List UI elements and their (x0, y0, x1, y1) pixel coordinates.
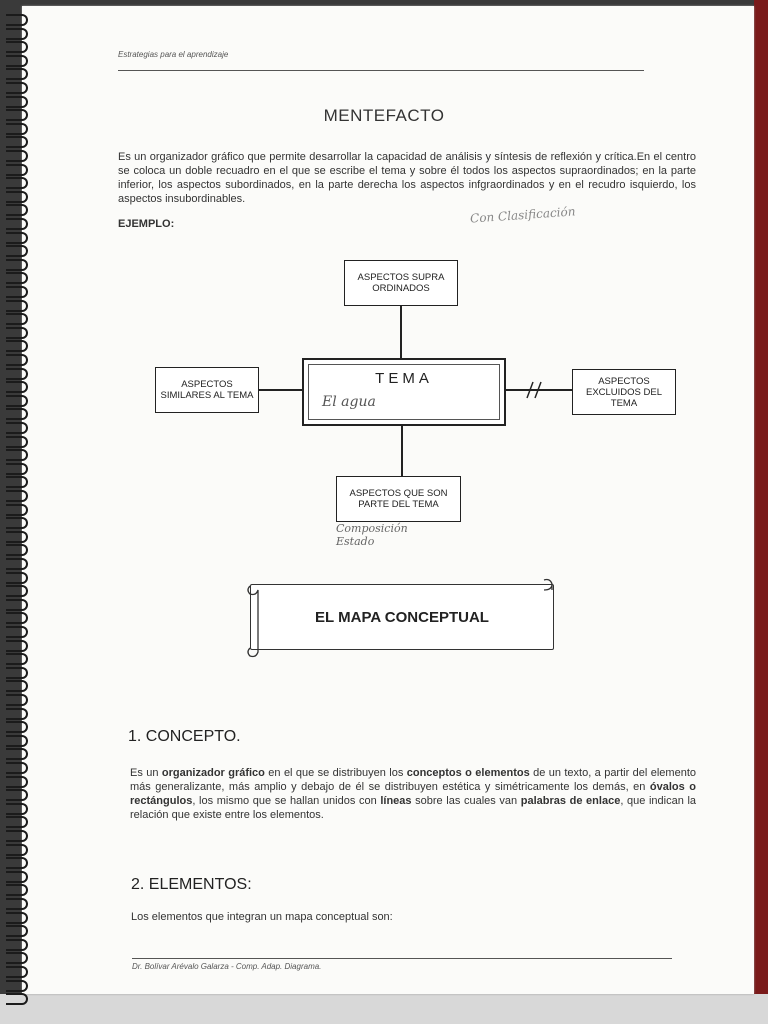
page-footer: Dr. Bolívar Arévalo Galarza - Comp. Adap. Diagrama. (132, 962, 322, 971)
example-label: EJEMPLO: (118, 218, 175, 230)
theme-double-box (302, 358, 506, 426)
left-curl (248, 586, 258, 657)
banner-title: EL MAPA CONCEPTUAL (315, 609, 489, 626)
excluded-aspects-box: ASPECTOS EXCLUIDOS DEL TEMA (572, 369, 676, 415)
elements-paragraph: Los elementos que integran un mapa conceptual son: (131, 911, 393, 923)
supraordinate-box: ASPECTOS SUPRA ORDINADOS (344, 260, 458, 306)
right-curl (544, 580, 552, 591)
subordinate-box: ASPECTOS QUE SON PARTE DEL TEMA (336, 476, 461, 522)
running-header: Estrategias para el aprendizaje (118, 50, 229, 59)
page-title: MENTEFACTO (323, 106, 445, 125)
intro-paragraph: Es un organizador gráfico que permite desarrollar la capacidad de análisis y síntesis de reflexión y crítica.En el centro se coloca un doble recuadro en el que se escribe el tema y sobre él todos los aspectos supraordinados; en la parte inferior, los aspectos subordinados, en la parte derecha los aspectos infgraordinados y en el recudro isquierdo, los aspectos insubordinables. (118, 151, 696, 205)
similar-aspects-box: ASPECTOS SIMILARES AL TEMA (155, 367, 259, 413)
footer-rule (132, 958, 672, 959)
scroll-curls (244, 576, 560, 660)
section-elements-heading: 2. ELEMENTOS: (131, 876, 252, 893)
theme-label: TEMA (375, 370, 433, 387)
subordinate-handwriting: Composición Estado (336, 522, 408, 548)
theme-handwriting: El agua (322, 394, 376, 410)
section-concept-heading: 1. CONCEPTO. (128, 728, 241, 745)
margin-handwriting: Con Clasificación (469, 204, 576, 226)
concept-paragraph: Es un organizador gráfico en el que se distribuyen los conceptos o elementos de un texto, a partir del elemento más generalizante, más amplio y debajo de él se distribuyen estética y simétricamente los demás, en óvalos o rectángulos, los mismo que se hallan unidos con líneas sobre las cuales van palabras de enlace, que indican la relación que existe entre los elementos. (130, 767, 697, 821)
